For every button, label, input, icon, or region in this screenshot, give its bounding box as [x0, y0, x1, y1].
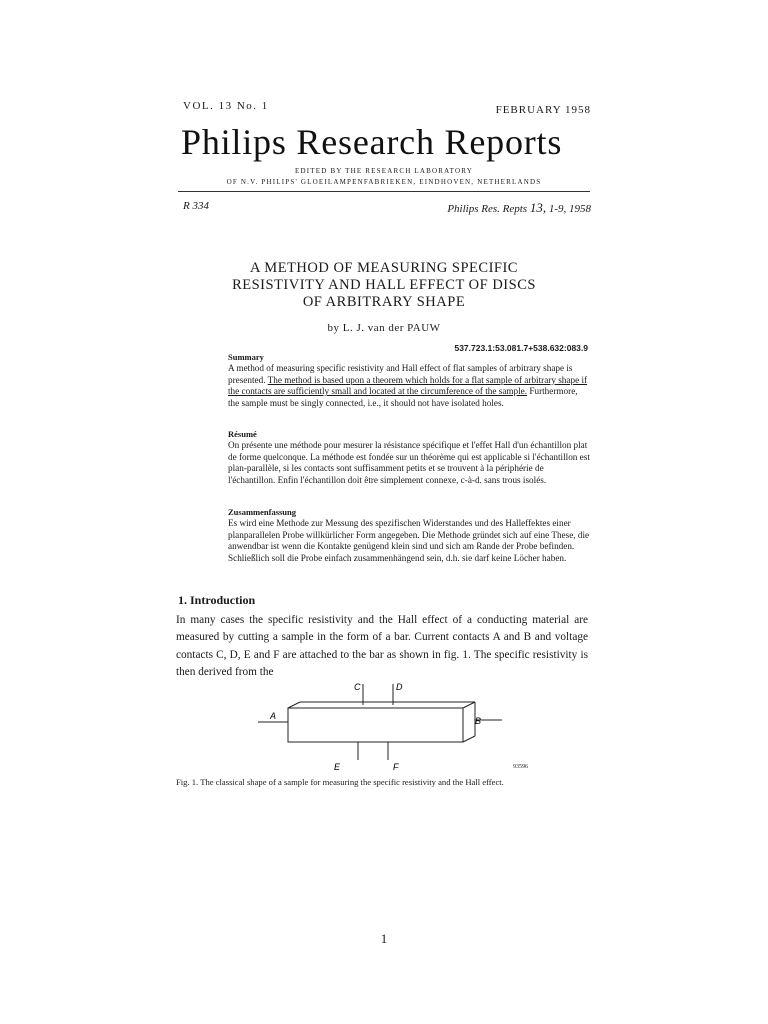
summary-heading: Summary — [228, 352, 264, 362]
title-line-3: OF ARBITRARY SHAPE — [302, 294, 466, 310]
title-line-1: A METHOD OF MEASURING SPECIFIC — [250, 260, 518, 276]
label-c: C — [354, 682, 361, 692]
volume-number: VOL. 13 No. 1 — [183, 100, 269, 112]
author: by L. J. van der PAUW — [327, 322, 441, 334]
bar-top-edge-left — [288, 702, 300, 708]
bar-sample — [288, 708, 463, 742]
label-a: A — [270, 711, 277, 721]
bar-bottom-edge-right — [463, 736, 475, 742]
editor-line-1: EDITED BY THE RESEARCH LABORATORY — [295, 167, 473, 175]
section-heading-introduction: 1. Introduction — [178, 593, 256, 607]
udc-classification: 537.723.1:53.081.7+538.632:083.9 — [454, 343, 588, 353]
label-d: D — [396, 682, 403, 692]
title-line-2: RESISTIVITY AND HALL EFFECT OF DISCS — [232, 277, 536, 293]
bar-top-edge-right — [463, 702, 475, 708]
resume-text: On présente une méthode pour mesurer la résistance spécifique et l'effet Hall d'un échantillon plat de forme quelconque. La méthode est fondée sur un théorème qui est applicable si l'échantillon est plan-parallèle, si les contacts sont suffisamment petits et se trouvent à la périphérie de l'échantillon. Enfin l'échantillon doit être simplement connexe, c-à-d. sans trous isolés. — [228, 440, 590, 485]
citation-volume: 13, — [529, 200, 547, 215]
figure-caption: Fig. 1. The classical shape of a sample for measuring the specific resistivity and the Hall effect. — [176, 777, 504, 787]
figure-bar-diagram — [230, 680, 530, 776]
summary-text-start: A method of measuring specific resistivity and Hall effect of flat samples of arbitrary shape is presented. — [228, 363, 573, 385]
citation — [447, 200, 591, 216]
zusammenfassung-text: Es wird eine Methode zur Messung des spezifischen Widerstandes und des Halleffektes einer planparallelen Probe willkürlicher Form angegeben. Die Methode gründet sich auf eine These, die anwendbar ist wenn die Kontakte genügend klein sind und sich am Rande der Probe befinden. Schließlich soll die Probe einfach zusammenhängend sein, d.h. sie darf keine Löcher haben. — [228, 518, 590, 563]
article-title — [0, 260, 768, 311]
journal-title: Philips Research Reports — [181, 122, 563, 162]
label-e: E — [334, 762, 341, 772]
editor-line-2: OF N.V. PHILIPS' GLOEILAMPENFABRIEKEN, EINDHOVEN, NETHERLANDS — [226, 178, 542, 186]
summary-underlined-text: The method is based upon a theorem which holds for a flat sample of arbitrary shape if the contacts are sufficiently small and located at the circumference of the sample. — [228, 374, 588, 397]
figure-number: 93596 — [513, 764, 528, 770]
label-f: F — [393, 762, 399, 772]
resume-heading: Résumé — [228, 429, 257, 439]
summary-text-end: Furthermore, the sample must be singly connected, i.e., it should not have isolated holes. — [228, 386, 578, 408]
label-b: B — [475, 716, 482, 726]
citation-prefix: Philips Res. Repts — [447, 203, 528, 215]
zusammenfassung-heading: Zusammenfassung — [228, 507, 297, 517]
page-number: 1 — [380, 931, 388, 946]
header-rule — [178, 191, 590, 192]
citation-suffix: 1-9, 1958 — [548, 203, 591, 215]
issue-date: FEBRUARY 1958 — [495, 104, 591, 116]
report-number: R 334 — [183, 200, 209, 212]
summary-text — [228, 363, 590, 409]
introduction-text: In many cases the specific resistivity and the Hall effect of a conducting material are measured by cutting a sample in the form of a bar. Current contacts A and B and voltage contacts C, D, E and F are attached to the bar as shown in fig. 1. The specific resistivity is then derived from the — [176, 614, 588, 679]
